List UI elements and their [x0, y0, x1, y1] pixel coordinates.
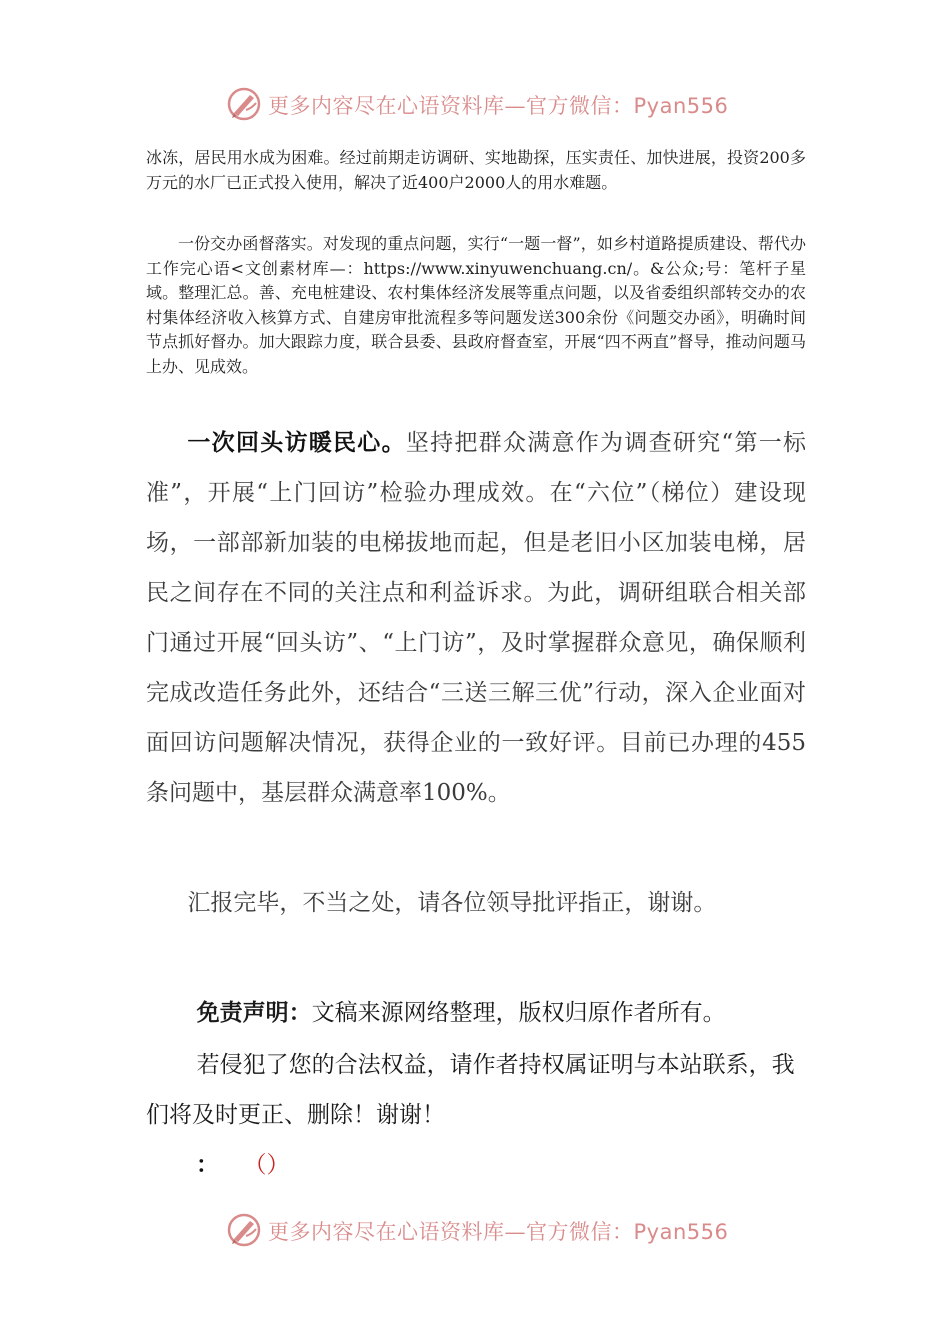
paragraph-water-plant: 冰冻，居民用水成为困难。经过前期走访调研、实地勘探，压实责任、加快进展，投资200多万元的水厂已正式投入使用，解决了近400户2000人的用水难题。: [146, 148, 806, 192]
disclaimer-line1: [146, 988, 806, 1038]
pen-circle-logo-icon: [226, 86, 262, 122]
header-banner-wechat: Pyan556: [633, 94, 729, 118]
disclaimer-paren: （）: [255, 1152, 290, 1178]
pen-circle-logo-icon: [226, 1212, 262, 1248]
disclaimer-text1: 文稿来源网络整理，版权归原作者所有。: [311, 1000, 726, 1026]
header-banner-text: 更多内容尽在心语资料库—官方微信：: [268, 94, 634, 118]
disclaimer-lead: 免责声明：: [196, 1000, 312, 1026]
paragraph-closing: 汇报完毕，不当之处，请各位领导批评指正，谢谢。: [187, 890, 717, 916]
paragraph-return-visit: [146, 418, 806, 818]
footer-banner-wechat: Pyan556: [633, 1220, 729, 1244]
disclaimer-trailer: [196, 1140, 290, 1190]
header-banner: [0, 84, 950, 124]
disclaimer-line2: 若侵犯了您的合法权益，请作者持权属证明与本站联系，我们将及时更正、删除！谢谢！: [146, 1052, 795, 1128]
footer-banner-text: 更多内容尽在心语资料库—官方微信：: [268, 1220, 634, 1244]
paragraph-return-visit-lead: 一次回头访暖民心。: [187, 430, 406, 456]
paragraph-referral-letter: 一份交办函督落实。对发现的重点问题，实行“一题一督”，如乡村道路提质建设、帮代办工作完心语<文创素材库—：https://www.xinyuwenchuang.cn/。&公众;号：笔杆子星域。整理汇总。善、充电桩建设、农村集体经济发展等重点问题，以及省委组织部转交办的农村集体经济收入核算方式、自建房审批流程多等问题发送300余份《问题交办函》，明确时间节点抓好督办。加大跟踪力度，联合县委、县政府督查室，开展“四不两直”督导，推动问题马上办、见成效。: [146, 234, 806, 376]
disclaimer-colon: ：: [196, 1152, 219, 1178]
footer-banner: [0, 1210, 950, 1250]
paragraph-return-visit-body: 坚持把群众满意作为调查研究“第一标准”，开展“上门回访”检验办理成效。在“六位”（梯位）建设现场，一部部新加装的电梯拔地而起，但是老旧小区加装电梯，居民之间存在不同的关注点和利益诉求。为此，调研组联合相关部门通过开展“回头访”、“上门访”，及时掌握群众意见，确保顺利完成改造任务此外，还结合“三送三解三优”行动，深入企业面对面回访问题解决情况，获得企业的一致好评。目前已办理的455条问题中，基层群众满意率100%。: [146, 430, 806, 806]
